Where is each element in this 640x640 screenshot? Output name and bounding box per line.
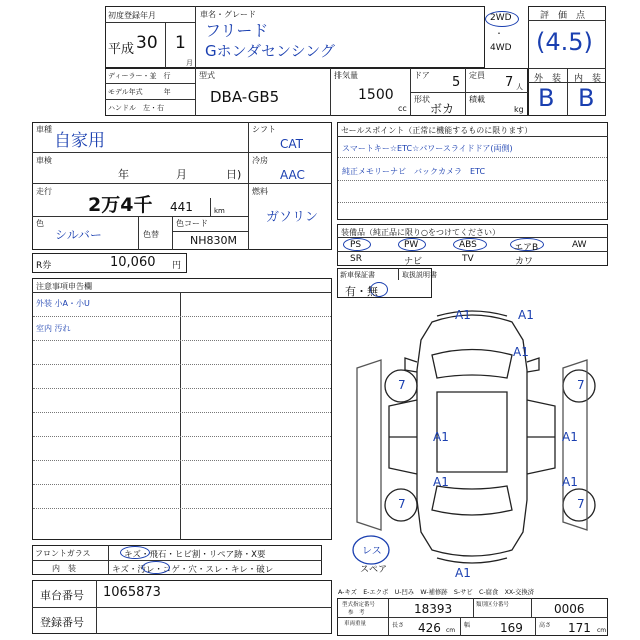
mileage: 2万4千 xyxy=(88,194,153,216)
length-label: 長さ xyxy=(392,622,405,629)
door-label: ドア xyxy=(414,71,430,80)
spare-label: スペア xyxy=(360,565,388,575)
notes-line-1: 外装 小A・小U xyxy=(36,299,90,308)
notes-line-2: 室内 汚れ xyxy=(36,324,71,333)
mark-hood: A1 xyxy=(513,345,529,359)
capacity-label: 定員 xyxy=(469,71,485,80)
eval-label: 評 価 点 xyxy=(540,11,586,21)
drive-4wd: 4WD xyxy=(490,43,512,53)
shift: CAT xyxy=(280,137,303,151)
inspection-month: 月 xyxy=(176,168,187,181)
load-label: 積載 xyxy=(469,95,485,104)
windshield xyxy=(432,350,512,379)
month-unit: 月 xyxy=(186,59,193,67)
era: 平成 xyxy=(108,42,135,57)
cm-unit-2: cm xyxy=(597,627,607,634)
spare-mark: レス xyxy=(362,546,382,557)
eval-score: (4.5) xyxy=(536,28,593,56)
fuel: ガソリン xyxy=(266,210,319,225)
usage: 自家用 xyxy=(54,131,105,151)
weight-label: 車両重量 xyxy=(344,621,367,627)
color-code-label: 色コード xyxy=(176,219,208,228)
mark-wheel-rr: 7 xyxy=(577,497,585,511)
model-type: DBA-GB5 xyxy=(210,88,280,106)
interior-label: 内 装 xyxy=(574,74,602,84)
mileage-label: 走行 xyxy=(36,187,52,196)
front-glass-label: フロントガラス xyxy=(35,549,91,558)
usage-label: 車種 xyxy=(36,125,52,134)
equip-sr: SR xyxy=(350,254,362,264)
color: シルバー xyxy=(55,228,102,242)
sales-line-1: スマートキー☆ETC☆パワースライドドア(両側) xyxy=(342,144,513,153)
fuel-label: 燃料 xyxy=(252,187,268,196)
width: 169 xyxy=(500,621,523,635)
equipment-title: 装備品（純正品に限り○をつけてください） xyxy=(341,228,500,237)
type-approval-label: 型式指定番号 xyxy=(342,602,376,608)
color-change-label: 色替 xyxy=(143,230,159,239)
sales-point-title: セールスポイント（正常に機能するものに限ります） xyxy=(341,126,533,135)
height: 171 xyxy=(568,621,591,635)
dealer-label: ディーラー・並 行 xyxy=(108,72,171,80)
dirt-circle xyxy=(142,561,170,574)
inspection-year: 年 xyxy=(118,168,129,181)
exterior-label: 外 装 xyxy=(534,74,562,84)
scratch-circle xyxy=(120,546,150,559)
shape-label: 形状 xyxy=(414,95,430,104)
mileage-detail: 441 xyxy=(170,200,193,214)
model-type-label: 型式 xyxy=(199,71,215,80)
equip-aw: AW xyxy=(572,240,587,250)
equip-navi: ナビ xyxy=(404,257,423,267)
equip-ps: PS xyxy=(350,240,362,250)
category-label: 類別区分番号 xyxy=(476,602,510,608)
capacity-unit: 人 xyxy=(516,83,523,91)
mark-right-rear: A1 xyxy=(562,475,578,489)
mark-front-left: A1 xyxy=(455,308,471,322)
equip-abs: ABS xyxy=(459,240,477,250)
rear-window xyxy=(432,486,512,515)
notes-lines xyxy=(33,292,331,540)
interior-grade: B xyxy=(578,84,595,112)
color-label: 色 xyxy=(36,219,44,228)
shift-label: シフト xyxy=(252,125,276,134)
left-mirror xyxy=(405,358,417,372)
right-mirror xyxy=(527,358,539,372)
mark-front-right: A1 xyxy=(518,308,534,322)
front-glass-text: キズ・飛石・ヒビ割・リペア跡・X要 xyxy=(124,550,266,560)
ac-label: 冷房 xyxy=(252,156,268,165)
mark-wheel-fr: 7 xyxy=(577,378,585,392)
car-name: フリード xyxy=(205,21,269,40)
kg-unit: kg xyxy=(514,105,524,114)
color-code: NH830M xyxy=(190,234,237,247)
mark-right-door: A1 xyxy=(562,430,578,444)
warranty-value: 有・無 xyxy=(345,285,378,298)
handle-label: ハンドル 左・右 xyxy=(108,104,164,112)
warranty-label: 新車保証書 xyxy=(340,271,375,279)
first-reg-label: 初度登録年月 xyxy=(108,11,156,20)
grade: Gホンダセンシング xyxy=(205,42,335,60)
car-name-label: 車名・グレード xyxy=(200,10,256,19)
km-unit: km xyxy=(214,207,225,215)
inspection-label: 車検 xyxy=(36,156,52,165)
equip-airbag: エアB xyxy=(514,243,539,253)
cm-unit-1: cm xyxy=(446,627,456,634)
ref-label-1: 参 考 xyxy=(348,610,365,616)
equip-pw: PW xyxy=(404,240,419,250)
equip-leather: カワ xyxy=(515,257,534,267)
ac: AAC xyxy=(280,168,305,182)
displacement: 1500 xyxy=(358,87,394,103)
drive-2wd: 2WD xyxy=(490,13,512,23)
reg-month: 1 xyxy=(175,33,186,53)
mark-wheel-rl: 7 xyxy=(398,497,406,511)
recycle-label: R券 xyxy=(36,261,52,271)
reg-year: 30 xyxy=(136,33,158,53)
category: 0006 xyxy=(554,602,585,616)
type-approval: 18393 xyxy=(414,602,453,616)
doors: 5 xyxy=(452,75,461,90)
chassis-number: 1065873 xyxy=(103,585,161,600)
damage-legend: A-キズ E-エクボ U-凹み W-補修跡 S-サビ C-腐食 XX-交換済 xyxy=(338,589,535,596)
manual-label: 取扱説明書 xyxy=(402,271,437,279)
equip-tv: TV xyxy=(462,254,474,264)
mark-left-door: A1 xyxy=(433,430,449,444)
mark-wheel-fl: 7 xyxy=(398,378,406,392)
interior-cond-label: 内 装 xyxy=(52,564,76,573)
displacement-label: 排気量 xyxy=(334,71,358,80)
rear-bumper xyxy=(437,558,507,563)
sales-line-2: 純正メモリーナビ バックカメラ ETC xyxy=(342,167,486,176)
inspection-day: 日) xyxy=(226,168,242,181)
width-label: 幅 xyxy=(464,622,471,629)
recycle-amount: 10,060 xyxy=(110,255,156,270)
cc-unit: cc xyxy=(398,104,407,113)
mark-left-rear: A1 xyxy=(433,475,449,489)
reg-number-label: 登録番号 xyxy=(40,616,84,629)
capacity: 7 xyxy=(505,75,514,90)
notes-title: 注意事項申告欄 xyxy=(36,282,92,291)
length: 426 xyxy=(418,621,441,635)
interior-cond-text: キズ・汚レ・コゲ・穴・スレ・キレ・破レ xyxy=(112,565,274,575)
drive-dot: ・ xyxy=(495,29,503,38)
mark-rear-bumper: A1 xyxy=(455,566,471,580)
exterior-grade: B xyxy=(538,84,555,112)
recycle-unit: 円 xyxy=(172,261,182,271)
shape: ボカ xyxy=(430,102,455,116)
chassis-label: 車台番号 xyxy=(40,589,84,602)
model-year-label: モデル年式 年 xyxy=(108,88,171,96)
height-label: 高さ xyxy=(539,622,552,629)
